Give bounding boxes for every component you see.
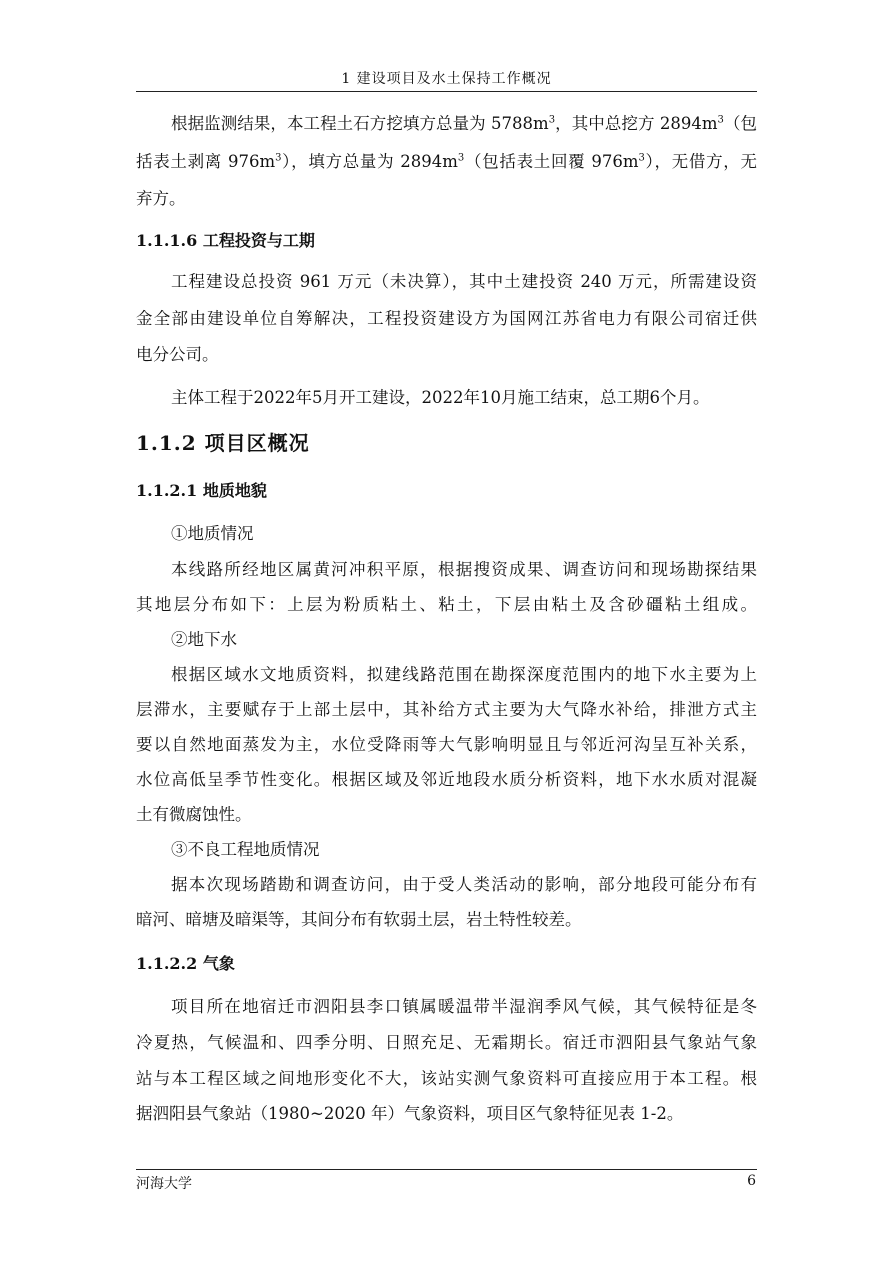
running-header: 1 建设项目及水土保持工作概况 xyxy=(341,71,552,87)
climate-line-2: 冷夏热，气候温和、四季分明、日照充足、无霜期长。宿迁市泗阳县气象站气象 xyxy=(136,1033,757,1052)
text-span: ），无借方，无 xyxy=(644,152,757,171)
earthwork-line-3: 弃方。 xyxy=(136,189,186,208)
earthwork-line-2 xyxy=(136,148,757,172)
groundwater-line-4: 水位高低呈季节性变化。根据区域及邻近地段水质分析资料，地下水水质对混凝 xyxy=(136,770,757,789)
superscript: 3 xyxy=(717,114,724,126)
text-span: （包 xyxy=(723,114,758,133)
geology-item-title: ①地质情况 xyxy=(171,524,254,543)
groundwater-line-3: 要以自然地面蒸发为主，水位受降雨等大气影响明显且与邻近河沟呈互补关系， xyxy=(136,735,757,754)
page-number: 6 xyxy=(747,1173,756,1189)
text-span: ，其中总挖方 2894m xyxy=(555,114,718,133)
superscript: 3 xyxy=(638,152,645,164)
groundwater-line-1: 根据区域水文地质资料，拟建线路范围在勘探深度范围内的地下水主要为上 xyxy=(171,665,757,684)
footer-divider xyxy=(136,1169,757,1170)
climate-line-4: 据泗阳县气象站（1980~2020 年）气象资料，项目区气象特征见表 1-2。 xyxy=(136,1104,684,1123)
section-heading-1-1-2: 1.1.2 项目区概况 xyxy=(136,431,310,455)
text-span: （包括表土回覆 976m xyxy=(464,152,639,171)
climate-line-3: 站与本工程区域之间地形变化不大，该站实测气象资料可直接应用于本工程。根 xyxy=(136,1069,757,1088)
text-span: 括表土剥离 976m xyxy=(136,152,276,171)
investment-line-2: 金全部由建设单位自筹解决，工程投资建设方为国网江苏省电力有限公司宿迁供 xyxy=(136,309,757,328)
groundwater-line-5: 土有微腐蚀性。 xyxy=(136,805,252,824)
superscript: 3 xyxy=(548,114,556,126)
adverse-geology-line-2: 暗河、暗塘及暗渠等，其间分布有软弱土层，岩土特性较差。 xyxy=(136,910,582,929)
footer-institution: 河海大学 xyxy=(136,1176,192,1192)
geology-line-2: 其地层分布如下：上层为粉质粘土、粘土，下层由粘土及含砂礓粘土组成。 xyxy=(136,595,757,614)
earthwork-line-1 xyxy=(171,110,757,134)
section-heading-1-1-2-1: 1.1.2.1 地质地貌 xyxy=(136,481,267,500)
adverse-geology-line-1: 据本次现场踏勘和调查访问，由于受人类活动的影响，部分地段可能分布有 xyxy=(171,875,757,894)
investment-line-1: 工程建设总投资 961 万元（未决算），其中土建投资 240 万元，所需建设资 xyxy=(171,272,757,291)
section-heading-1-1-2-2: 1.1.2.2 气象 xyxy=(136,954,235,973)
adverse-geology-item-title: ③不良工程地质情况 xyxy=(171,840,320,859)
groundwater-item-title: ②地下水 xyxy=(171,630,237,649)
header-divider xyxy=(136,91,757,92)
text-span: ），填方总量为 2894m xyxy=(281,152,458,171)
investment-line-3: 电分公司。 xyxy=(136,345,219,364)
climate-line-1: 项目所在地宿迁市泗阳县李口镇属暖温带半湿润季风气候，其气候特征是冬 xyxy=(171,997,757,1016)
schedule-line: 主体工程于2022年5月开工建设，2022年10月施工结束，总工期6个月。 xyxy=(171,388,710,407)
groundwater-line-2: 层滞水，主要赋存于上部土层中，其补给方式主要为大气降水补给，排泄方式主 xyxy=(136,700,757,719)
section-heading-1-1-1-6: 1.1.1.6 工程投资与工期 xyxy=(136,231,315,250)
superscript: 3 xyxy=(457,152,465,164)
superscript: 3 xyxy=(275,152,282,164)
text-span: 根据监测结果，本工程土石方挖填方总量为 5788m xyxy=(171,114,549,133)
geology-line-1: 本线路所经地区属黄河冲积平原，根据搜资成果、调查访问和现场勘探结果 xyxy=(171,560,757,579)
